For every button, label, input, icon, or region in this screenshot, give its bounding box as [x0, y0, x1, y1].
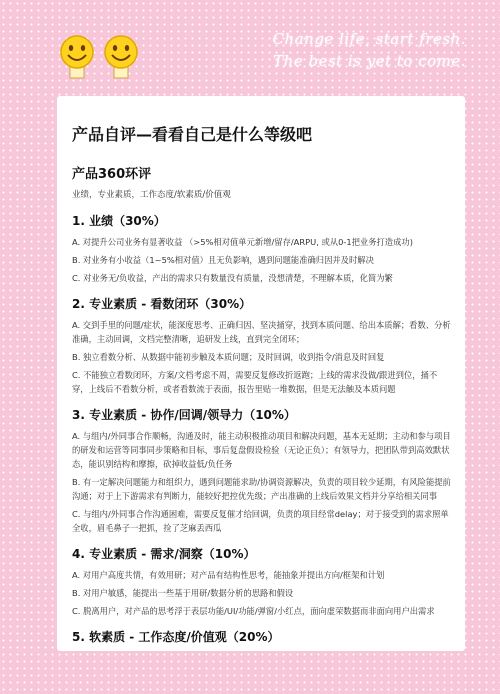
- criteria-item: C. 对业务无/负收益，产出的需求只有数量没有质量，没想清楚，不理解本质，化简为繁: [72, 273, 393, 283]
- slogan-line-2: The best is yet to come.: [273, 52, 466, 70]
- page-title: 产品自评—看看自己是什么等级吧: [72, 125, 313, 144]
- criteria-item: C. 不能独立看数闭环，方案/文档考虑不周，需要反复修改折返跑；上线的需求没做/跟进到位，捅不穿，上线后不看数分析，或者看数流于表面，报告里贴一堆数据，但是无法触及本质问题: [72, 370, 438, 394]
- criteria-item: A. 与组内/外同事合作顺畅，沟通及时，能主动积极推动项目和解决问题，基本无延期；主动和参与项目的研发和运营等同事同步策略和目标，事后复盘假设检验（无论正负）；有领导力，把团队带到高效默状态，能识别结构和摩擦，砍掉收益低/负任务: [72, 431, 451, 469]
- section-title: 1. 业绩（30%）: [72, 214, 166, 228]
- criteria-item: A. 交到手里的问题/症状，能深度思考、正确归因、坚决捅穿，找到本质问题、给出本质解；看数、分析准确，主动回调，文档完整清晰，追研发上线，直到完全闭环；: [72, 320, 451, 344]
- section-collaboration: [72, 406, 453, 535]
- section-title: 3. 专业素质 - 协作/回调/领导力（10%）: [72, 408, 296, 422]
- section-heading: 产品360环评: [72, 167, 152, 182]
- criteria-item: C. 与组内/外同事合作沟通困难，需要反复催才给回调，负责的项目经常delay；对于接受到的需求照单全收，眉毛鼻子一把抓，捡了芝麻丢西瓜: [72, 509, 449, 533]
- criteria-item: B. 独立看数分析、从数据中能初步触及本质问题；及时回调，收到指令/消息及时回复: [72, 352, 385, 362]
- section-title: 2. 专业素质 - 看数闭环（30%）: [72, 297, 252, 311]
- criteria-item: A. 对提升公司业务有显著收益 （>5%相对值单元新增/留存/ARPU, 或从0-1把业务打造成功): [72, 237, 413, 247]
- document-paper: [57, 96, 465, 651]
- section-insight: [72, 545, 453, 618]
- criteria-item: A. 对用户高度共情，有效用研；对产品有结构性思考，能抽象并提出方向/框架和计划: [72, 570, 385, 580]
- section-title: 4. 专业素质 - 需求/洞察（10%）: [72, 547, 256, 561]
- section-data-loop: [72, 295, 453, 396]
- heading-subtitle: 业绩，专业素质，工作态度/软素质/价值观: [72, 190, 231, 200]
- section-performance: [72, 212, 453, 285]
- criteria-item: B. 对用户敏感，能提出一些基于用研/数据分析的思路和假设: [72, 588, 294, 598]
- slogan-line-1: Change life, start fresh.: [272, 30, 466, 48]
- section-soft-skills: [72, 628, 453, 645]
- criteria-item: B. 有一定解决问题能力和组织力，遇到问题能求助/协调资源解决，负责的项目较少延期，有风险能提前沟通；对于上下游需求有判断力，能较好把控优先级；产出准确的上线后效果文档并分享给相关同事: [72, 477, 451, 501]
- smiley-sticker-icon: [102, 34, 140, 80]
- smiley-sticker-icon: [58, 34, 96, 80]
- section-title: 5. 软素质 - 工作态度/价值观（20%）: [72, 630, 280, 644]
- header-decoration: [0, 0, 500, 95]
- criteria-item: C. 脱离用户，对产品的思考浮于表层功能/UI/功能/弹窗/小红点，面向虚荣数据而非面向用户出需求: [72, 606, 435, 616]
- criteria-item: B. 对业务有小收益（1~5%相对值）且无负影响，遇到问题能准确归因并及时解决: [72, 255, 374, 265]
